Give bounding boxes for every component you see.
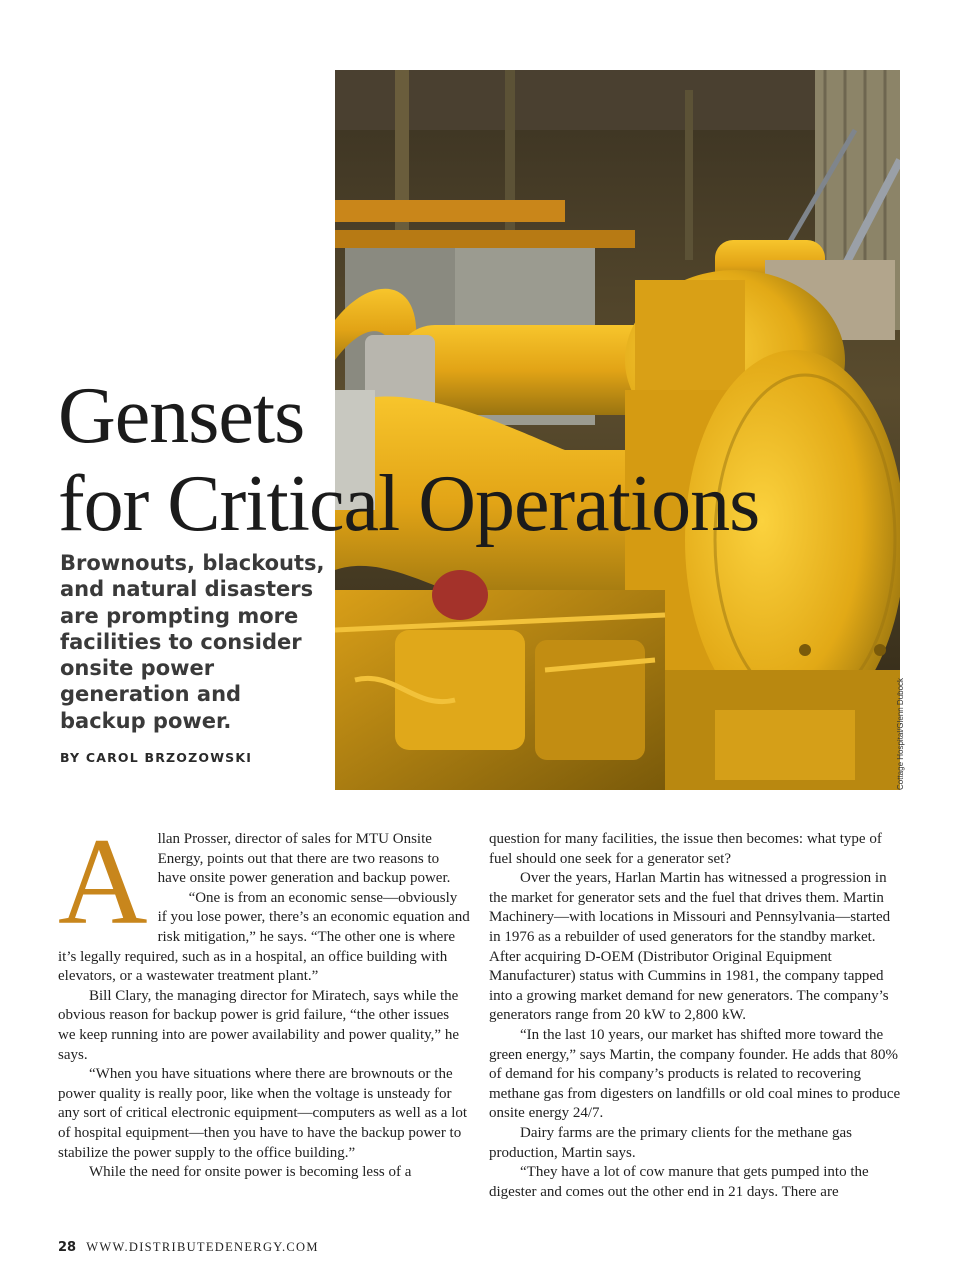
paragraph: “They have a lot of cow manure that gets pumped into the digester and comes out the other end in 21 days. There are <box>489 1164 869 1200</box>
byline: BY CAROL BRZOZOWSKI <box>60 750 253 765</box>
paragraph: Over the years, Harlan Martin has witnessed a progression in the market for generator sets and the fuel that drives them. Martin Machinery—with locations in Missouri and Pennsylvania—started in 1976 as a rebuilder of used generators for the standby market. After acquiring D-OEM (Distributor Original Equipment Manufacturer) status with Cummins in 1981, the company tapped into a growing market demand for new generators. The company’s generators range from 20 kW to 2,800 kW. <box>489 870 891 1024</box>
paragraph: Dairy farms are the primary clients for the methane gas production, Martin says. <box>489 1124 852 1161</box>
paragraph: question for many facilities, the issue then becomes: what type of fuel should one seek for a generator set? <box>489 831 882 867</box>
photo-credit: Cottage Hospital/Glenn Dubock <box>896 677 905 790</box>
body-column-left <box>58 813 470 1183</box>
page-number: 28 <box>58 1240 77 1255</box>
title-line-1: Gensets <box>58 372 305 460</box>
article-title <box>58 372 759 548</box>
drop-cap: A <box>58 813 148 950</box>
paragraph: “In the last 10 years, our market has shifted more toward the green energy,” says Martin, the company founder. He adds that 80% of demand for his company’s products is related to recovering methane gas from digesters on landfills or old coal mines to produce onsite energy 24/7. <box>489 1026 901 1122</box>
title-line-2: for Critical Operations <box>58 460 760 548</box>
paragraph: While the need for onsite power is becoming less of a <box>89 1164 412 1181</box>
article-deck: Brownouts, blackouts, and natural disasters are prompting more facilities to consider onsite power generation and backup power. <box>60 551 325 733</box>
paragraph: Bill Clary, the managing director for Miratech, says while the obvious reason for backup power is grid failure, “the other issues we keep running into are power availability and power quality,” he says. <box>58 987 459 1063</box>
body-column-right <box>489 830 901 1202</box>
paragraph: “One is from an economic sense—obviously if you lose power, there’s an economic equation and risk mitigation,” he says. “The other one is where it’s legally required, such as in a hospital, an office building with elevators, or a wastewater treatment plant.” <box>58 889 470 985</box>
paragraph: llan Prosser, director of sales for MTU Onsite Energy, points out that there are two reasons to have onsite power generation and backup power. <box>157 831 451 887</box>
page-footer <box>58 1240 319 1255</box>
footer-url[interactable]: WWW.DISTRIBUTEDENERGY.COM <box>86 1240 319 1254</box>
paragraph: “When you have situations where there are brownouts or the power quality is really poor, like when the voltage is unsteady for any sort of critical electronic equipment—computers as well as a lot of hospital equipment—then you have to have the backup power to stabilize the power supply to the office building.” <box>58 1066 468 1161</box>
